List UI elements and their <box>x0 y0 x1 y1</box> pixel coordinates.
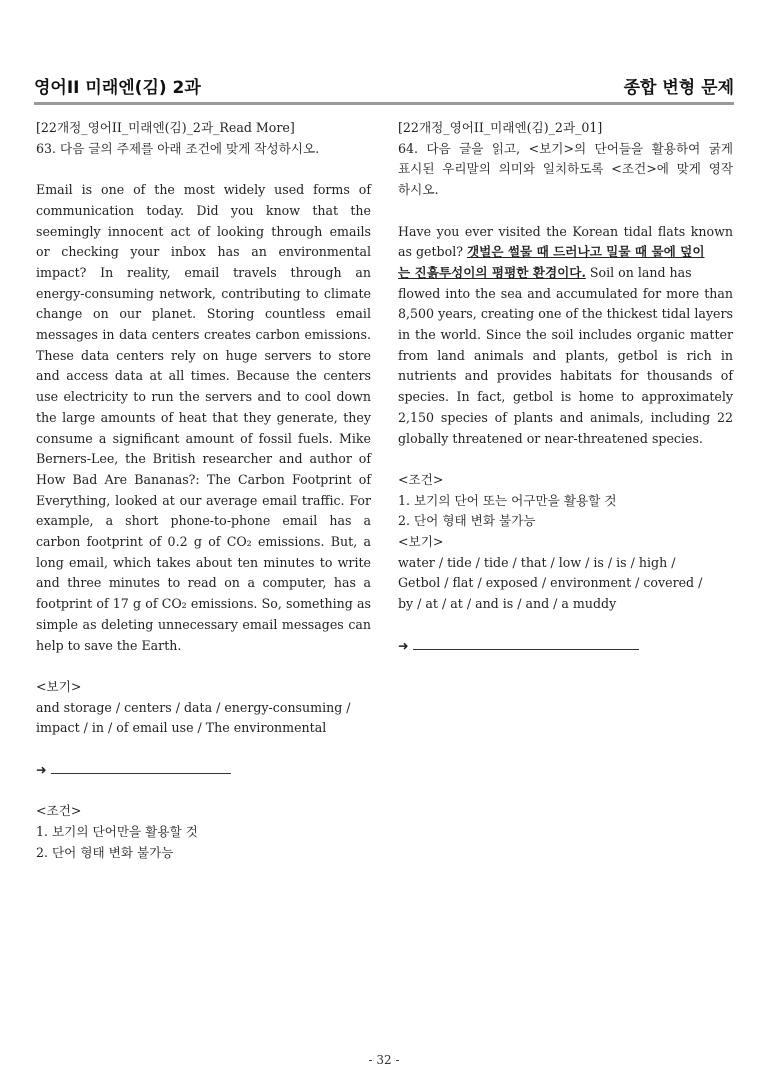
q64-condition-label: <조건> <box>398 471 444 487</box>
q64-bogi-line: water / tide / tide / that / low / is / is / high / <box>398 554 676 570</box>
passage-line: Everything, looked at our average email traffic. For <box>36 492 371 508</box>
passage-line: species. In fact, getbol is home to approximately <box>398 389 733 405</box>
passage-line: energy-consuming network, contributing to climate <box>36 285 371 301</box>
answer-blank[interactable] <box>413 638 639 650</box>
q64-bogi-line: Getbol / flat / exposed / environment / covered / <box>398 575 703 591</box>
page-header <box>34 72 734 98</box>
question-63 <box>36 118 371 863</box>
q63-passage <box>36 180 371 656</box>
passage-line: example, a short phone-to-phone email has a <box>36 513 371 529</box>
header-divider <box>34 102 734 105</box>
passage-line: globally threatened or near-threatened species. <box>398 430 703 446</box>
passage-line: help to save the Earth. <box>36 637 182 653</box>
arrow-icon: ➜ <box>398 637 409 653</box>
passage-line: These data centers rely on huge servers to store <box>36 347 371 363</box>
passage-line: long email, which takes about ten minutes to write <box>36 554 371 570</box>
passage-line: and three minutes to read on a computer, has a <box>36 575 371 591</box>
q63-prompt: 63. 다음 글의 주제를 아래 조건에 맞게 작성하시오. <box>36 140 320 156</box>
q63-answer-line[interactable] <box>36 760 371 781</box>
passage-line: messages in data centers creates carbon emissions. <box>36 327 371 343</box>
passage-line: 2,150 species of plants and animals, including 22 <box>398 409 733 425</box>
arrow-icon: ➜ <box>36 761 47 777</box>
q64-condition: 1. 보기의 단어 또는 어구만을 활용할 것 <box>398 492 617 508</box>
q64-prompt-line: 64. 다음 글을 읽고, <보기>의 단어들을 활용하여 굵게 <box>398 140 733 156</box>
page-number: - 32 - <box>368 1053 400 1067</box>
q64-passage <box>398 222 733 450</box>
passage-line: and access data at all times. Because the centers <box>36 368 371 384</box>
passage-line: communication today. Did you know that the <box>36 202 371 218</box>
passage-line: footprint of 17 g of CO₂ emissions. So, something as <box>36 596 371 612</box>
passage-line: use electricity to run the servers and to cool down <box>36 389 371 405</box>
q64-bogi-line: by / at / at / and is / and / a muddy <box>398 596 617 612</box>
chapter-title: 영어II 미래엔(김) 2과 <box>34 78 201 98</box>
q63-bogi-line: and storage / centers / data / energy-consuming / <box>36 699 351 715</box>
passage-line: in the world. Since the soil includes organic matter <box>398 327 733 343</box>
passage-line: the large amounts of heat that they generate, they <box>36 409 371 425</box>
passage-line: as getbol? 갯벌은 썰물 때 드러나고 밀물 때 물에 덮이 <box>398 244 705 260</box>
passage-line: 8,500 years, creating one of the thickest tidal layers <box>398 306 733 322</box>
passage-line: Have you ever visited the Korean tidal flats known <box>398 223 733 239</box>
passage-line: or checking your inbox has an environmental <box>36 244 371 260</box>
q63-condition: 2. 단어 형태 변화 불가능 <box>36 844 174 860</box>
q64-source: [22개정_영어II_미래엔(김)_2과_01] <box>398 120 603 135</box>
q63-bogi-line: impact / in / of email use / The environmental <box>36 720 327 736</box>
target-korean-sentence: 는 진흙투성이의 평평한 환경이다. <box>398 264 586 280</box>
section-title: 종합 변형 문제 <box>623 78 734 98</box>
passage-line: 는 진흙투성이의 평평한 환경이다. Soil on land has <box>398 264 692 280</box>
passage-line: simple as deleting unnecessary email messages can <box>36 616 371 632</box>
target-korean-sentence: 갯벌은 썰물 때 드러나고 밀물 때 물에 덮이 <box>466 244 705 260</box>
passage-line: How Bad Are Bananas?: The Carbon Footprint of <box>36 471 371 487</box>
passage-line: Email is one of the most widely used forms of <box>36 182 371 198</box>
passage-line: Berners-Lee, the British researcher and author of <box>36 451 371 467</box>
passage-line: nutrients and provides habitats for thousands of <box>398 368 733 384</box>
q64-answer-line[interactable] <box>398 636 733 657</box>
passage-line: flowed into the sea and accumulated for more than <box>398 285 733 301</box>
question-64 <box>398 118 733 656</box>
q64-prompt-line: 표시된 우리말의 의미와 일치하도록 <조건>에 맞게 영작 <box>398 161 733 177</box>
passage-line: change on our planet. Storing countless email <box>36 306 371 322</box>
q63-bogi-label: <보기> <box>36 678 82 694</box>
q64-bogi-label: <보기> <box>398 534 444 550</box>
passage-line: carbon footprint of 0.2 g of CO₂ emissions. But, a <box>36 534 371 550</box>
q63-source: [22개정_영어II_미래엔(김)_2과_Read More] <box>36 120 295 135</box>
passage-line: impact? In reality, email travels through an <box>36 264 371 280</box>
q64-condition: 2. 단어 형태 변화 불가능 <box>398 513 536 529</box>
answer-blank[interactable] <box>51 762 231 774</box>
passage-line: seemingly innocent act of looking through emails <box>36 223 371 239</box>
q64-prompt-line: 하시오. <box>398 182 439 198</box>
passage-line: consume a significant amount of fossil fuels. Mike <box>36 430 371 446</box>
q63-condition-label: <조건> <box>36 803 82 819</box>
q63-condition: 1. 보기의 단어만을 활용할 것 <box>36 823 198 839</box>
passage-line: from land animals and plants, getbol is rich in <box>398 347 733 363</box>
